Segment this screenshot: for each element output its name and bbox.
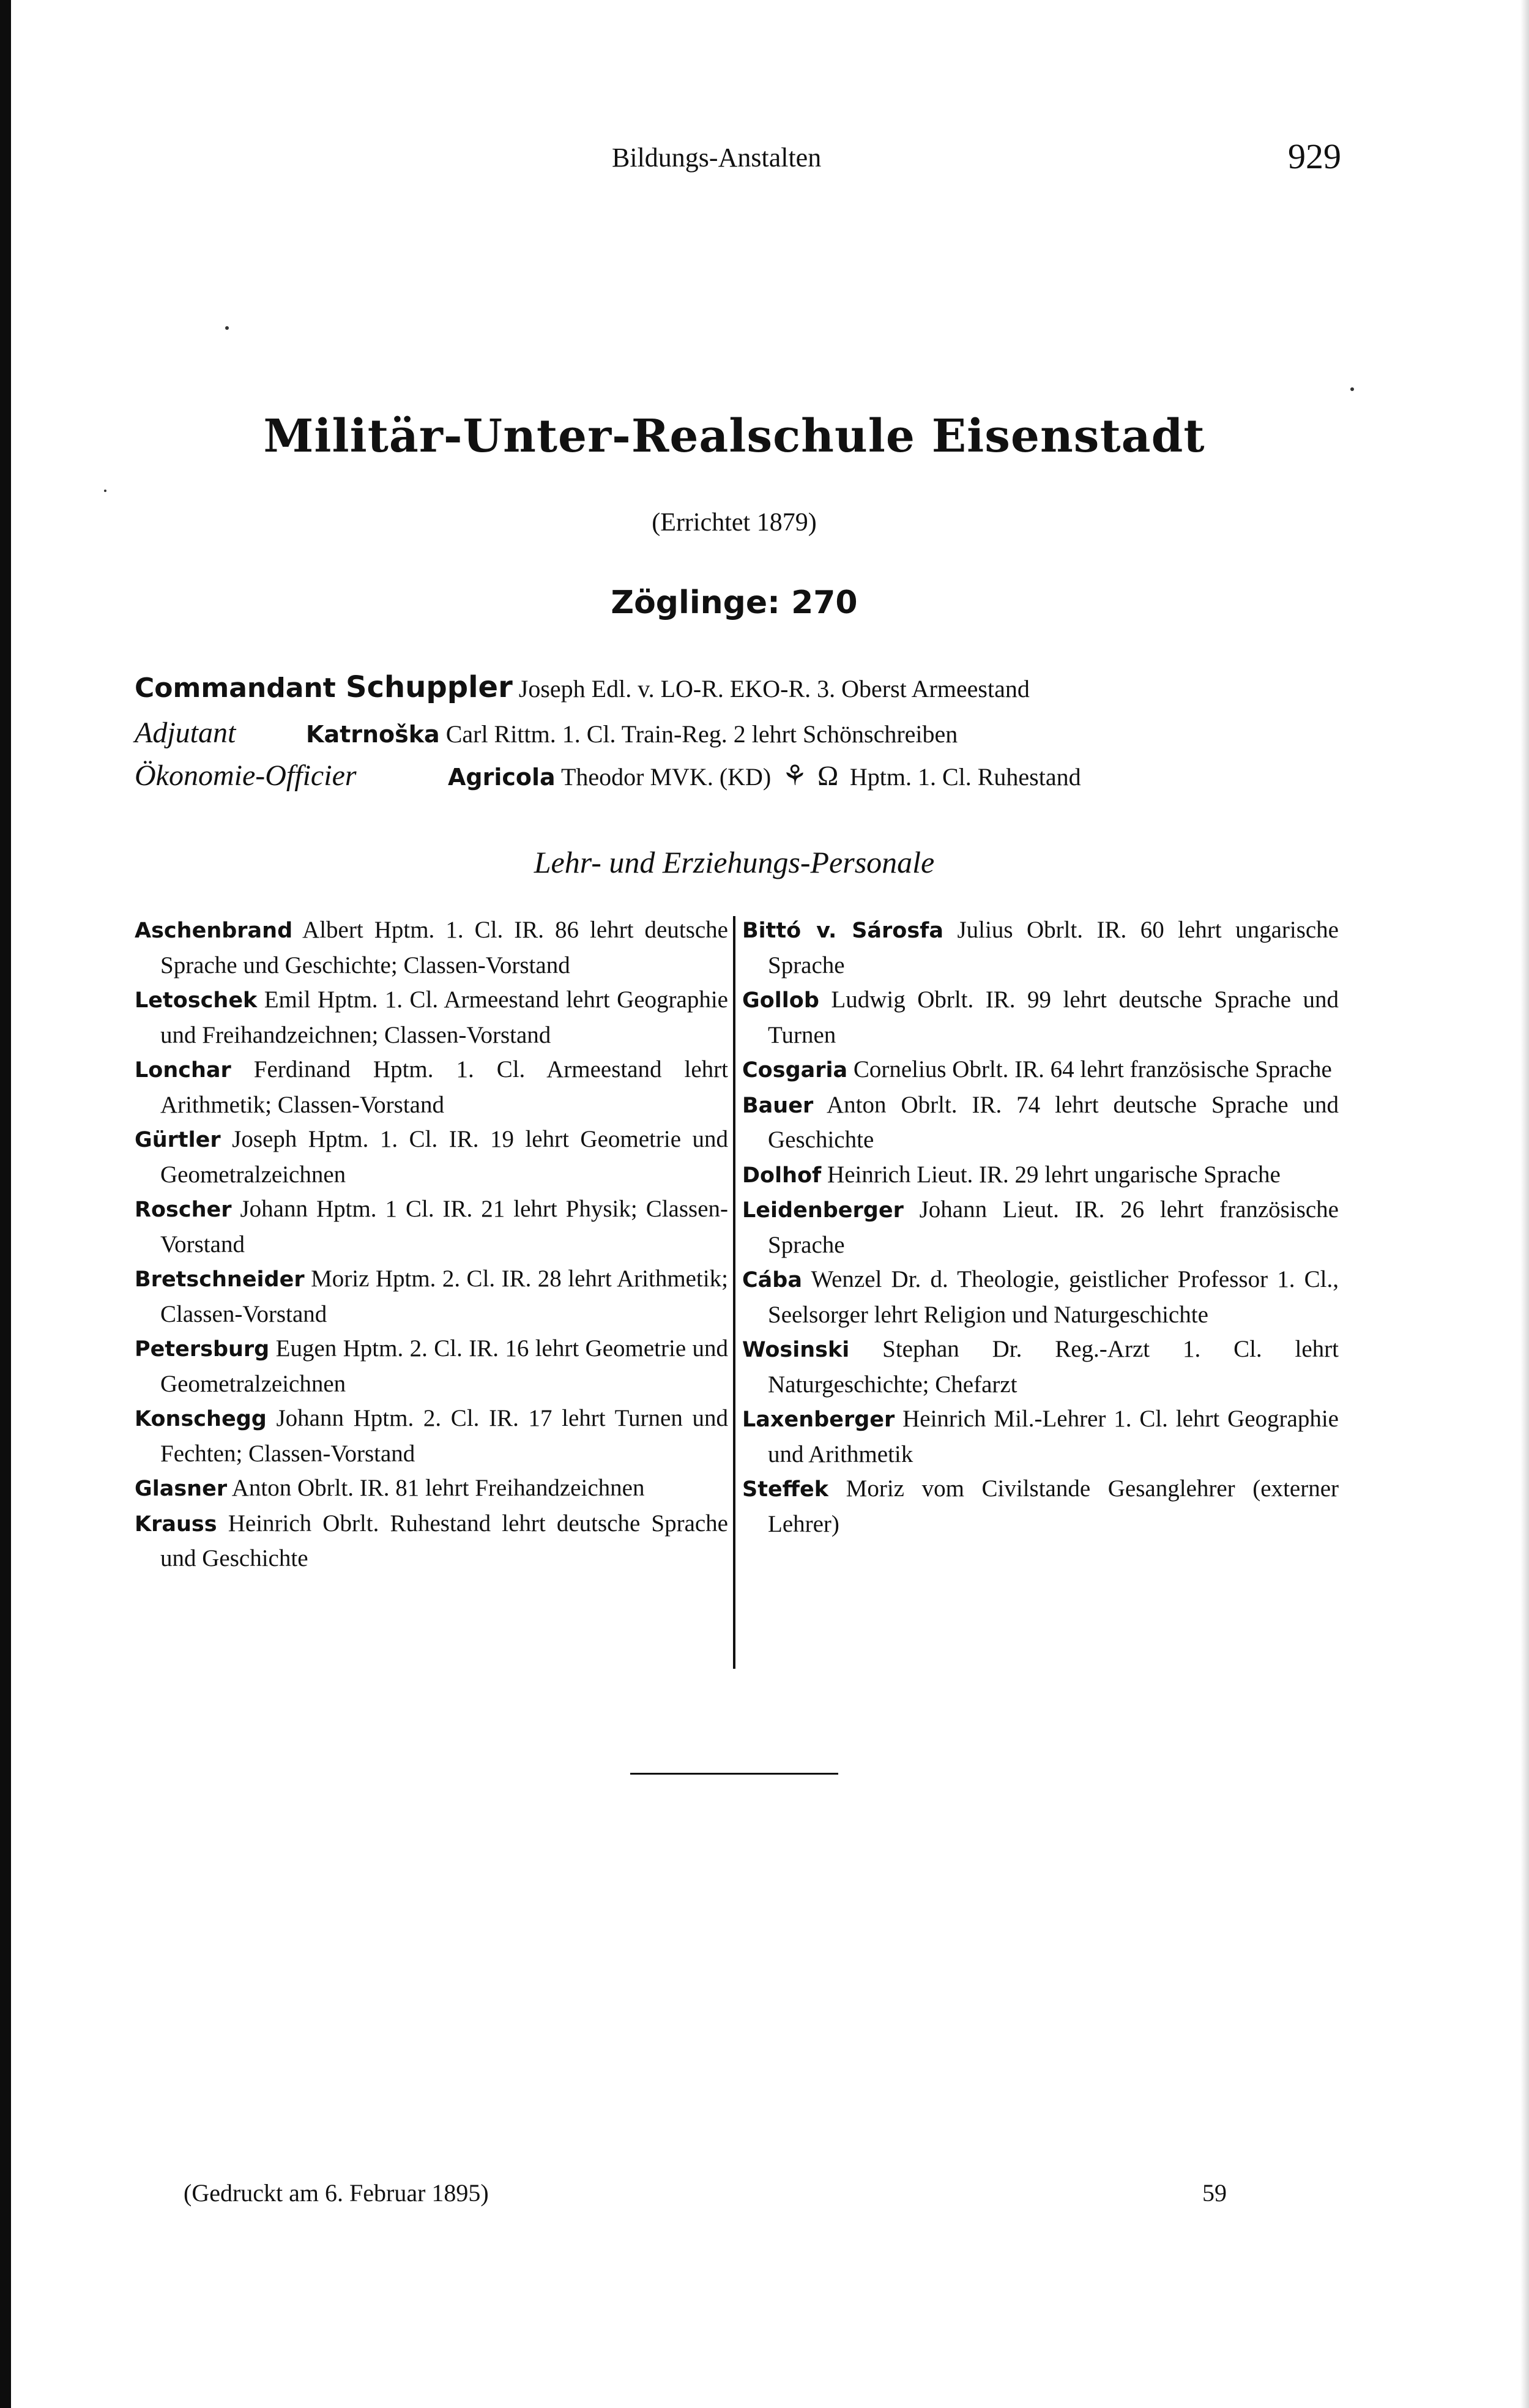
staff-details: Carl Rittm. 1. Cl. Train-Reg. 2 lehrt Schönschreiben xyxy=(445,720,958,748)
list-item xyxy=(742,1472,1339,1541)
staff-surname: Schuppler xyxy=(346,670,513,704)
paper-speck xyxy=(225,326,229,330)
teacher-details: Albert Hptm. 1. Cl. IR. 86 lehrt deutsche Sprache und Geschichte; Classen-Vorstand xyxy=(160,917,728,978)
teacher-details: Wenzel Dr. d. Theologie, geistlicher Professor 1. Cl., Seelsorger lehrt Religion und Naturgeschichte xyxy=(768,1266,1339,1328)
staff-row-adjutant xyxy=(135,716,958,750)
teacher-details: Ferdinand Hptm. 1. Cl. Armeestand lehrt Arithmetik; Classen-Vorstand xyxy=(160,1056,728,1118)
teacher-name: Bretschneider xyxy=(135,1267,305,1292)
teacher-details: Heinrich Lieut. IR. 29 lehrt ungarische Sprache xyxy=(827,1161,1281,1188)
staff-surname: Katrnoška xyxy=(306,721,440,748)
section-heading: Lehr- und Erziehungs-Personale xyxy=(534,845,935,879)
teacher-name: Laxenberger xyxy=(742,1407,895,1432)
medal-icon: Ω xyxy=(817,760,839,791)
teacher-details: Anton Obrlt. IR. 74 lehrt deutsche Sprache und Geschichte xyxy=(768,1091,1339,1153)
teacher-name: Dolhof xyxy=(742,1163,822,1188)
teacher-name: Cába xyxy=(742,1268,802,1292)
teacher-details: Heinrich Mil.-Lehrer 1. Cl. lehrt Geographie und Arithmetik xyxy=(768,1406,1339,1467)
staff-details: Joseph Edl. v. LO-R. EKO-R. 3. Oberst Armeestand xyxy=(518,675,1030,703)
list-item xyxy=(742,1053,1339,1088)
teacher-details: Moriz Hptm. 2. Cl. IR. 28 lehrt Arithmetik; Classen-Vorstand xyxy=(160,1266,728,1327)
list-item xyxy=(742,1158,1339,1193)
print-date-note: (Gedruckt am 6. Februar 1895) xyxy=(184,2179,489,2207)
teacher-name: Aschenbrand xyxy=(135,919,293,943)
list-item xyxy=(742,1193,1339,1262)
list-item xyxy=(742,913,1339,983)
teacher-details: Johann Hptm. 1 Cl. IR. 21 lehrt Physik; Classen-Vorstand xyxy=(160,1196,728,1258)
staff-row-commandant xyxy=(135,670,1030,704)
teacher-name: Roscher xyxy=(135,1198,232,1222)
teacher-name: Gürtler xyxy=(135,1128,221,1152)
list-item xyxy=(135,1262,728,1332)
teacher-name: Krauss xyxy=(135,1512,217,1537)
teacher-details: Cornelius Obrlt. IR. 64 lehrt französische Sprache xyxy=(853,1056,1332,1083)
page-title: Militär-Unter-Realschule Eisenstadt xyxy=(263,410,1205,463)
teacher-name: Wosinski xyxy=(742,1338,850,1362)
teachers-right-column xyxy=(742,913,1339,1541)
teacher-details: Moriz vom Civilstande Gesanglehrer (externer Lehrer) xyxy=(768,1475,1339,1537)
column-divider xyxy=(733,916,735,1669)
list-item xyxy=(135,1122,728,1192)
teacher-name: Steffek xyxy=(742,1477,829,1502)
book-spine-edge xyxy=(0,0,11,2408)
teacher-details: Julius Obrlt. IR. 60 lehrt ungarische Sprache xyxy=(768,917,1339,978)
paper-speck xyxy=(1350,387,1354,391)
teacher-details: Anton Obrlt. IR. 81 lehrt Freihandzeichnen xyxy=(231,1475,645,1501)
teachers-left-column xyxy=(135,913,728,1576)
teacher-name: Bauer xyxy=(742,1093,814,1118)
teacher-name: Cosgaria xyxy=(742,1058,848,1083)
list-item xyxy=(742,1402,1339,1472)
staff-surname: Agricola xyxy=(448,764,556,791)
teacher-details: Emil Hptm. 1. Cl. Armeestand lehrt Geographie und Freihandzeichnen; Classen-Vorstand xyxy=(160,986,728,1048)
list-item xyxy=(135,1401,728,1471)
staff-role: Adjutant xyxy=(135,717,236,749)
teacher-name: Letoschek xyxy=(135,988,258,1013)
list-item xyxy=(135,913,728,983)
teacher-details: Joseph Hptm. 1. Cl. IR. 19 lehrt Geometrie und Geometralzeichnen xyxy=(160,1126,729,1188)
staff-row-economy-officer xyxy=(135,759,1081,792)
teacher-details: Johann Lieut. IR. 26 lehrt französische Sprache xyxy=(768,1196,1339,1258)
teacher-details: Johann Hptm. 2. Cl. IR. 17 lehrt Turnen und Fechten; Classen-Vorstand xyxy=(160,1405,729,1467)
page-number: 929 xyxy=(1288,136,1341,176)
list-item xyxy=(135,1507,728,1576)
list-item xyxy=(135,1471,728,1507)
signature-mark: 59 xyxy=(1202,2179,1227,2207)
list-item xyxy=(135,1332,728,1401)
paper-speck xyxy=(104,490,106,492)
staff-role: Ökonomie-Officier xyxy=(135,759,357,792)
staff-details: Hptm. 1. Cl. Ruhestand xyxy=(849,763,1081,791)
teacher-name: Petersburg xyxy=(135,1337,270,1362)
teacher-name: Konschegg xyxy=(135,1407,267,1431)
teacher-name: Glasner xyxy=(135,1477,228,1501)
pupil-count: Zöglinge: 270 xyxy=(611,584,858,621)
list-item xyxy=(742,1088,1339,1158)
list-item xyxy=(135,983,728,1053)
closing-rule xyxy=(630,1773,838,1775)
list-item xyxy=(135,1053,728,1122)
teacher-details: Ludwig Obrlt. IR. 99 lehrt deutsche Sprache und Turnen xyxy=(768,986,1339,1048)
list-item xyxy=(742,983,1339,1053)
list-item xyxy=(742,1332,1339,1402)
teacher-name: Lonchar xyxy=(135,1058,231,1083)
teacher-name: Bittó v. Sárosfa xyxy=(742,919,944,943)
running-header-title: Bildungs-Anstalten xyxy=(612,143,822,173)
staff-role: Commandant xyxy=(135,673,336,704)
list-item xyxy=(135,1192,728,1262)
order-cross-icon: ⚘ xyxy=(782,760,808,791)
staff-details: Theodor MVK. (KD) xyxy=(560,763,772,791)
teacher-name: Gollob xyxy=(742,988,819,1013)
teacher-details: Heinrich Obrlt. Ruhestand lehrt deutsche Sprache und Geschichte xyxy=(160,1510,728,1571)
teacher-details: Eugen Hptm. 2. Cl. IR. 16 lehrt Geometrie und Geometralzeichnen xyxy=(160,1335,728,1397)
page-edge-shadow xyxy=(1520,0,1529,2408)
teacher-details: Stephan Dr. Reg.-Arzt 1. Cl. lehrt Naturgeschichte; Chefarzt xyxy=(768,1336,1339,1398)
list-item xyxy=(742,1262,1339,1332)
founding-note: (Errichtet 1879) xyxy=(652,509,817,537)
teacher-name: Leidenberger xyxy=(742,1198,904,1223)
